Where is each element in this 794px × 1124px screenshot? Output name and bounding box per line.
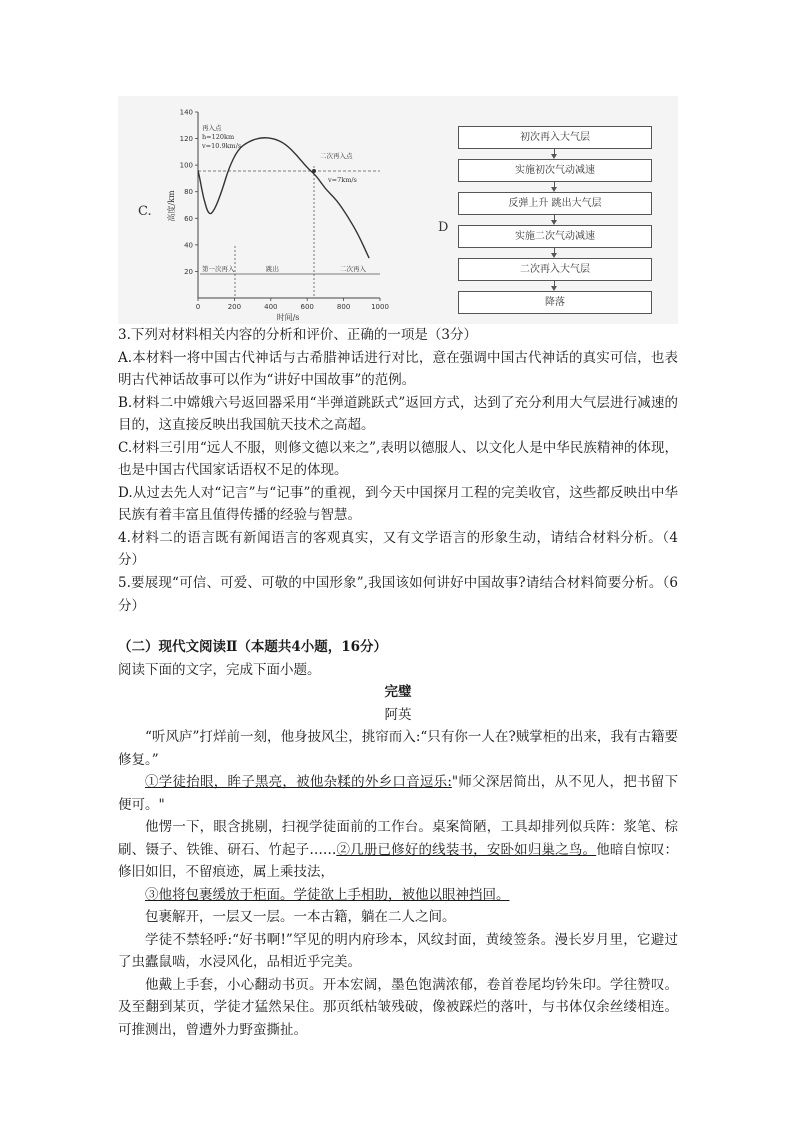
story-paragraph-6: 学徒不禁轻呼:“好书啊!”罕见的明内府珍本，风纹封面，黄绫签条。漫长岁月里，它避过了虫蠹鼠啮，水浸风化，品相近乎完美。 — [118, 931, 678, 970]
flow-arrow — [458, 215, 652, 225]
flow-step-2: 实施初次气动减速 — [458, 159, 652, 182]
flow-step-6: 降落 — [458, 291, 652, 314]
story-title: 完璧 — [384, 684, 412, 700]
story-paragraph-1: “听风庐”打烊前一刻，他身披风尘，挑帘而入:“只有你一人在?贼掌柜的出来，我有古籍要修复。” — [118, 729, 678, 768]
question-5: 5.要展现“可信、可爱、可敬的中国形象”,我国该如何讲好中国故事?请结合材料简要分析。（6分） — [118, 575, 678, 614]
second-reentry-point — [312, 169, 316, 173]
phase-label-skip: 跳出 — [266, 265, 279, 273]
annotation-second-line-1: 二次再入点 — [320, 152, 353, 160]
section-instruction: 阅读下面的文字，完成下面小题。 — [118, 661, 321, 678]
underlined-sentence-1: ①学徒抬眼，眸子黑亮，被他杂糅的外乡口音逗乐: — [145, 774, 452, 790]
x-tick-label: 1000 — [371, 303, 389, 311]
phase-label-first: 第一次再入 — [202, 265, 235, 273]
questions-block — [118, 324, 678, 572]
annotation-first-line-3: v=10.9km/s — [202, 142, 242, 150]
question-5-block — [118, 572, 678, 617]
question-3-option-b: B.材料二中嫦娥六号返回器采用“半弹道跳跃式”返回方式，达到了充分利用大气层进行减速的目的，这直接反映出我国航天技术之高超。 — [118, 394, 678, 433]
phase-label-second: 二次再入 — [340, 265, 366, 273]
figure-area — [118, 96, 678, 324]
story-paragraph-2-rest: "师父深居简出，从不见人，把书留下便可。" — [118, 774, 678, 813]
question-3: 3.下列对材料相关内容的分析和评价、正确的一项是（3分） — [118, 327, 477, 343]
option-c-label: C. — [138, 204, 152, 219]
story-paragraph-3-a: 他愣一下，眼含挑剔，扫视学徒面前的工作台。桌案简陋，工具却排列似兵阵：浆笔、棕刷、镊子、铁锥、研石、竹起子…… — [118, 819, 678, 858]
annotation-second-line-2: v=7km/s — [328, 176, 357, 184]
story-paragraph-3-c: 他暗自惊叹：修旧如旧，不留痕迹，属上乘技法， — [118, 841, 679, 880]
y-tick-label: 20 — [184, 267, 193, 276]
x-tick-label: 600 — [300, 303, 314, 311]
x-tick-label: 400 — [264, 303, 278, 311]
question-4: 4.材料二的语言既有新闻语言的客观真实，又有文学语言的形象生动，请结合材料分析。（4分） — [118, 529, 678, 568]
question-3-option-a: A.本材料一将中国古代神话与古希腊神话进行对比，意在强调中国古代神话的真实可信，也表明古代神话故事可以作为“讲好中国故事”的范例。 — [118, 349, 678, 388]
flow-step-5: 二次再入大气层 — [458, 258, 652, 281]
y-tick-label: 120 — [179, 135, 193, 144]
question-3-option-d: D.从过去先人对“记言”与“记事”的重视，到今天中国探月工程的完美收官，这些都反映出中华民族有着丰富且值得传播的经验与智慧。 — [118, 484, 678, 523]
story-paragraph-4 — [118, 884, 678, 907]
x-tick-label: 200 — [227, 303, 242, 311]
section-heading: （二）现代文阅读Ⅱ（本题共4小题，16分） — [118, 639, 388, 655]
story-paragraph-5: 包裹解开，一层又一层。一本古籍，躺在二人之间。 — [145, 909, 456, 925]
underlined-sentence-3: ③他将包裹缓放于柜面。学徒欲上手相助，被他以眼神挡回。 — [145, 886, 510, 903]
story-paragraph-3 — [118, 816, 678, 884]
x-tick-label: 800 — [336, 303, 351, 311]
y-tick-label: 100 — [179, 161, 193, 170]
reading-section — [118, 636, 678, 1041]
option-d-label: D — [438, 220, 449, 235]
flow-arrow — [458, 149, 652, 159]
annotation-first-line-1: 再入点 — [202, 124, 222, 132]
underlined-sentence-2: ②几册已修好的线装书，安卧如归巢之鸟。 — [336, 841, 597, 858]
flow-step-3: 反弹上升 跳出大气层 — [458, 192, 652, 215]
altitude-chart — [118, 96, 438, 324]
flow-step-1: 初次再入大气层 — [458, 126, 652, 149]
first-reentry-annotation — [201, 123, 241, 150]
y-tick-label: 40 — [184, 241, 193, 250]
flowchart — [458, 126, 658, 314]
flow-step-4: 实施二次气动减速 — [458, 225, 652, 248]
story-author: 阿英 — [384, 706, 412, 723]
flow-arrow — [458, 248, 652, 258]
x-axis-label: 时间/s — [276, 313, 300, 322]
annotation-first-line-2: h=120km — [202, 133, 235, 141]
story-paragraph-2 — [118, 771, 678, 816]
story-paragraph-7: 他戴上手套，小心翻动书页。开本宏阔，墨色饱满浓郁，卷首卷尾均钤朱印。学往赞叹。及至翻到某页，学徒才猛然呆住。那页纸枯皱残破，像被踩烂的落叶，与书体仅余丝缕相连。可推测出，曾遭外力野蛮撕扯。 — [118, 976, 678, 1038]
y-axis-label: 高度/km — [167, 190, 176, 222]
y-tick-label: 80 — [184, 188, 193, 197]
second-reentry-annotation — [320, 151, 357, 184]
x-tick-label: 0 — [195, 303, 201, 311]
flow-arrow — [458, 182, 652, 192]
question-3-option-c: C.材料三引用“远人不服，则修文德以来之”,表明以德服人、以文化人是中华民族精神的体现，也是中国古代国家话语权不足的体现。 — [118, 439, 678, 478]
y-tick-label: 140 — [179, 108, 193, 117]
y-tick-label: 60 — [184, 214, 193, 223]
flow-arrow — [458, 281, 652, 291]
